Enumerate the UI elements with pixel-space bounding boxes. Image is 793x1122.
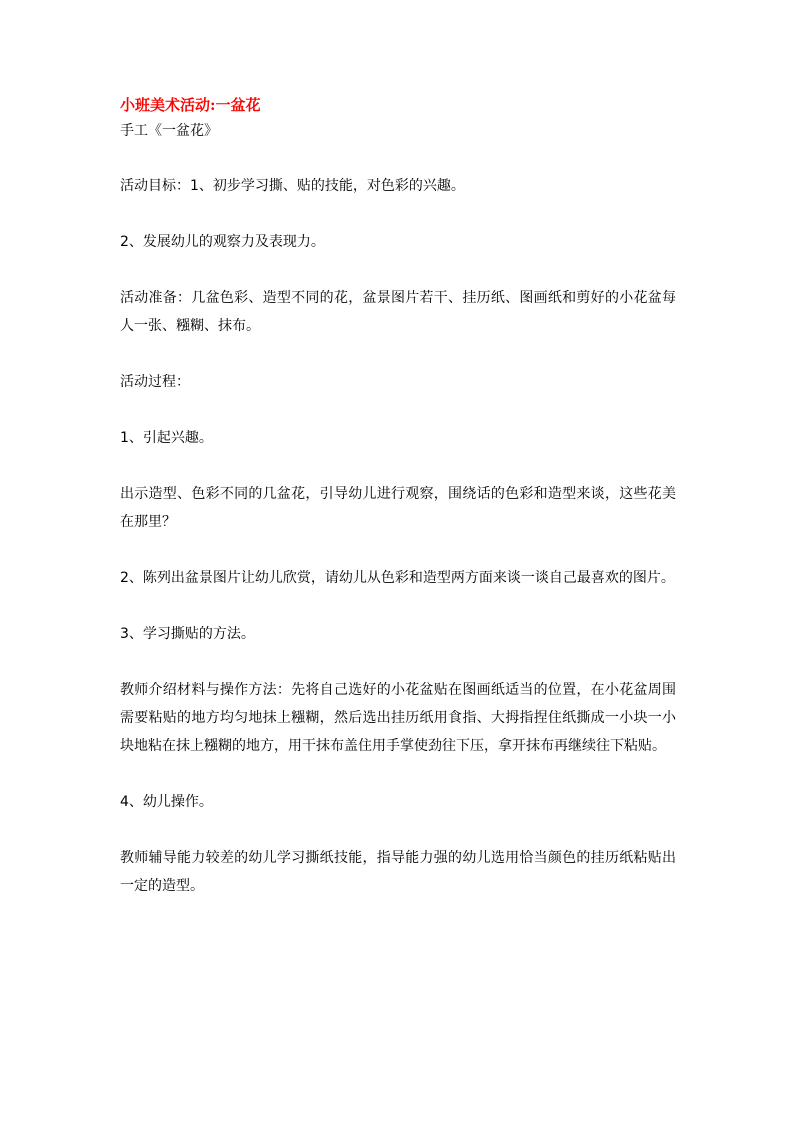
paragraph-step-3-detail: 教师介绍材料与操作方法：先将自己选好的小花盆贴在图画纸适当的位置，在小花盆周围需要粘贴的地方均匀地抹上糨糊，然后选出挂历纸用食指、大拇指捏住纸撕成一小块一小块地粘在抹上糨糊的地方，用干抹布盖住用手掌使劲往下压，拿开抹布再继续往下粘贴。 xyxy=(120,682,676,754)
paragraph-step-4: 4、幼儿操作。 xyxy=(120,794,213,810)
document-page xyxy=(120,94,676,900)
paragraph-process-heading: 活动过程： xyxy=(120,374,190,390)
paragraph-preparation: 活动准备：几盆色彩、造型不同的花，盆景图片若干、挂历纸、图画纸和剪好的小花盆每人一张、糨糊、抹布。 xyxy=(120,290,676,334)
paragraph-step-1: 1、引起兴趣。 xyxy=(120,430,213,446)
paragraph-objectives: 活动目标：1、初步学习撕、贴的技能，对色彩的兴趣。 xyxy=(120,178,465,194)
paragraph-step-4-detail: 教师辅导能力较差的幼儿学习撕纸技能，指导能力强的幼儿选用恰当颜色的挂历纸粘贴出一定的造型。 xyxy=(120,850,676,894)
paragraph-step-1-detail: 出示造型、色彩不同的几盆花，引导幼儿进行观察，围绕话的色彩和造型来谈，这些花美在那里？ xyxy=(120,486,676,530)
paragraph-step-2: 2、陈列出盆景图片让幼儿欣赏，请幼儿从色彩和造型两方面来谈一谈自己最喜欢的图片。 xyxy=(120,570,675,586)
document-title: 小班美术活动:一盆花 xyxy=(120,96,261,114)
paragraph-objective-2: 2、发展幼儿的观察力及表现力。 xyxy=(120,234,325,250)
document-subtitle: 手工《一盆花》 xyxy=(120,123,218,139)
paragraph-step-3: 3、学习撕贴的方法。 xyxy=(120,626,255,642)
